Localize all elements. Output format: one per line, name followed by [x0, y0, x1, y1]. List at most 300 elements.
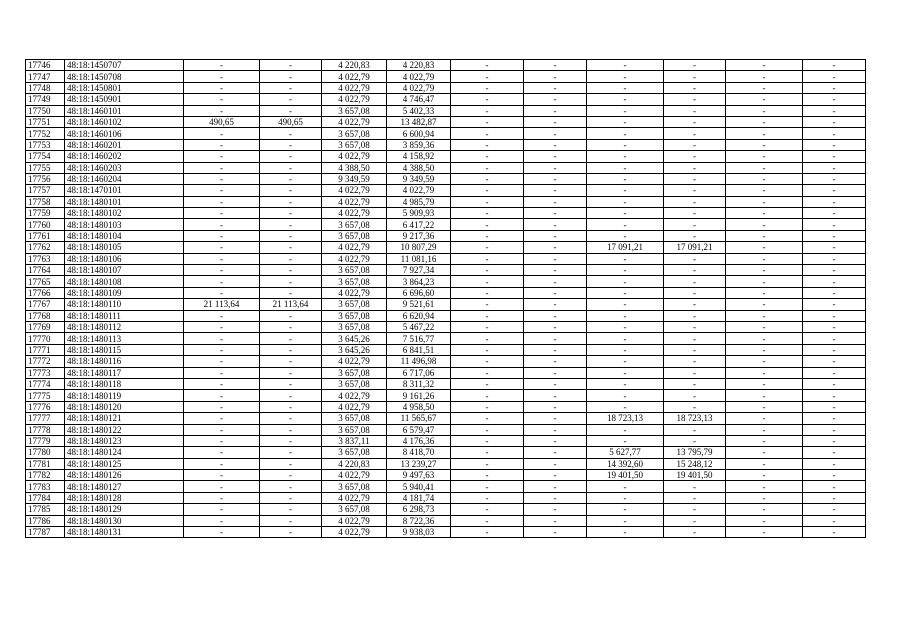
value-col-4-cell: -	[260, 458, 322, 469]
value-col-3-cell: -	[184, 219, 260, 230]
value-col-3-cell: -	[184, 310, 260, 321]
value-col-5-cell: 4 022,79	[322, 242, 387, 253]
value-col-7-cell: -	[451, 527, 524, 538]
value-col-9-cell: -	[587, 276, 664, 287]
value-col-7-cell: -	[451, 230, 524, 241]
value-col-11-cell: -	[726, 367, 803, 378]
value-col-7-cell: -	[451, 367, 524, 378]
value-col-9-cell: -	[587, 219, 664, 230]
value-col-4-cell: -	[260, 527, 322, 538]
value-col-10-cell: -	[664, 527, 726, 538]
value-col-10-cell: -	[664, 276, 726, 287]
value-col-4-cell: -	[260, 367, 322, 378]
value-col-8-cell: -	[524, 413, 587, 424]
cadastral-number-cell: 48:18:1480109	[65, 287, 184, 298]
row-number-cell: 17768	[26, 310, 65, 321]
value-col-8-cell: -	[524, 71, 587, 82]
cadastral-number-cell: 48:18:1460203	[65, 162, 184, 173]
row-number-cell: 17748	[26, 82, 65, 93]
table-row	[26, 344, 866, 355]
row-number-cell: 17759	[26, 208, 65, 219]
value-col-5-cell: 3 657,08	[322, 265, 387, 276]
value-col-3-cell: -	[184, 470, 260, 481]
table-row	[26, 527, 866, 538]
value-col-12-cell: -	[803, 208, 866, 219]
value-col-6-cell: 11 565,67	[387, 413, 451, 424]
value-col-12-cell: -	[803, 413, 866, 424]
value-col-9-cell: -	[587, 94, 664, 105]
value-col-12-cell: -	[803, 435, 866, 446]
row-number-cell: 17785	[26, 504, 65, 515]
value-col-5-cell: 4 022,79	[322, 82, 387, 93]
row-number-cell: 17784	[26, 492, 65, 503]
cadastral-number-cell: 48:18:1480126	[65, 470, 184, 481]
value-col-7-cell: -	[451, 378, 524, 389]
value-col-7-cell: -	[451, 390, 524, 401]
table-row	[26, 435, 866, 446]
value-col-12-cell: -	[803, 242, 866, 253]
value-col-7-cell: -	[451, 219, 524, 230]
value-col-7-cell: -	[451, 333, 524, 344]
value-col-6-cell: 4 022,79	[387, 185, 451, 196]
table-row	[26, 321, 866, 332]
value-col-5-cell: 3 657,08	[322, 367, 387, 378]
value-col-11-cell: -	[726, 481, 803, 492]
value-col-10-cell: -	[664, 253, 726, 264]
value-col-7-cell: -	[451, 94, 524, 105]
value-col-4-cell: -	[260, 424, 322, 435]
value-col-12-cell: -	[803, 60, 866, 71]
value-col-10-cell: -	[664, 435, 726, 446]
value-col-12-cell: -	[803, 185, 866, 196]
value-col-5-cell: 3 645,26	[322, 344, 387, 355]
value-col-3-cell: -	[184, 105, 260, 116]
value-col-10-cell: -	[664, 299, 726, 310]
table-row	[26, 116, 866, 127]
value-col-4-cell: -	[260, 481, 322, 492]
value-col-10-cell: 18 723,13	[664, 413, 726, 424]
value-col-7-cell: -	[451, 151, 524, 162]
value-col-7-cell: -	[451, 344, 524, 355]
value-col-12-cell: -	[803, 447, 866, 458]
row-number-cell: 17763	[26, 253, 65, 264]
table-body	[26, 60, 866, 538]
value-col-12-cell: -	[803, 504, 866, 515]
value-col-4-cell: -	[260, 71, 322, 82]
value-col-12-cell: -	[803, 116, 866, 127]
value-col-5-cell: 4 022,79	[322, 196, 387, 207]
value-col-3-cell: -	[184, 435, 260, 446]
cadastral-number-cell: 48:18:1480116	[65, 356, 184, 367]
value-col-12-cell: -	[803, 401, 866, 412]
value-col-6-cell: 6 579,47	[387, 424, 451, 435]
table-row	[26, 242, 866, 253]
value-col-4-cell: -	[260, 333, 322, 344]
cadastral-number-cell: 48:18:1460204	[65, 173, 184, 184]
value-col-11-cell: -	[726, 344, 803, 355]
value-col-8-cell: -	[524, 310, 587, 321]
row-number-cell: 17766	[26, 287, 65, 298]
value-col-3-cell: -	[184, 367, 260, 378]
value-col-11-cell: -	[726, 333, 803, 344]
value-col-5-cell: 4 388,50	[322, 162, 387, 173]
value-col-8-cell: -	[524, 105, 587, 116]
value-col-8-cell: -	[524, 470, 587, 481]
value-col-11-cell: -	[726, 151, 803, 162]
value-col-10-cell: -	[664, 424, 726, 435]
value-col-5-cell: 3 837,11	[322, 435, 387, 446]
value-col-5-cell: 4 022,79	[322, 208, 387, 219]
value-col-10-cell: -	[664, 94, 726, 105]
value-col-10-cell: -	[664, 116, 726, 127]
value-col-4-cell: -	[260, 139, 322, 150]
value-col-10-cell: -	[664, 504, 726, 515]
value-col-9-cell: -	[587, 253, 664, 264]
value-col-8-cell: -	[524, 458, 587, 469]
value-col-8-cell: -	[524, 185, 587, 196]
value-col-10-cell: -	[664, 265, 726, 276]
value-col-9-cell: -	[587, 527, 664, 538]
value-col-11-cell: -	[726, 71, 803, 82]
value-col-4-cell: -	[260, 310, 322, 321]
value-col-12-cell: -	[803, 230, 866, 241]
value-col-11-cell: -	[726, 276, 803, 287]
value-col-12-cell: -	[803, 219, 866, 230]
value-col-3-cell: -	[184, 128, 260, 139]
value-col-3-cell: -	[184, 185, 260, 196]
value-col-4-cell: -	[260, 344, 322, 355]
row-number-cell: 17771	[26, 344, 65, 355]
value-col-11-cell: -	[726, 321, 803, 332]
value-col-12-cell: -	[803, 71, 866, 82]
value-col-8-cell: -	[524, 367, 587, 378]
value-col-9-cell: -	[587, 196, 664, 207]
value-col-3-cell: -	[184, 230, 260, 241]
cadastral-number-cell: 48:18:1480108	[65, 276, 184, 287]
cadastral-number-cell: 48:18:1470101	[65, 185, 184, 196]
value-col-7-cell: -	[451, 458, 524, 469]
value-col-6-cell: 4 176,36	[387, 435, 451, 446]
row-number-cell: 17773	[26, 367, 65, 378]
value-col-6-cell: 4 958,50	[387, 401, 451, 412]
value-col-10-cell: 15 248,12	[664, 458, 726, 469]
value-col-4-cell: 490,65	[260, 116, 322, 127]
value-col-5-cell: 3 657,08	[322, 139, 387, 150]
value-col-9-cell: -	[587, 481, 664, 492]
value-col-6-cell: 13 482,87	[387, 116, 451, 127]
cadastral-number-cell: 48:18:1480125	[65, 458, 184, 469]
value-col-12-cell: -	[803, 515, 866, 526]
value-col-9-cell: 17 091,21	[587, 242, 664, 253]
value-col-6-cell: 6 841,51	[387, 344, 451, 355]
value-col-11-cell: -	[726, 458, 803, 469]
table-row	[26, 367, 866, 378]
value-col-4-cell: -	[260, 162, 322, 173]
row-number-cell: 17746	[26, 60, 65, 71]
value-col-9-cell: -	[587, 139, 664, 150]
row-number-cell: 17747	[26, 71, 65, 82]
value-col-9-cell: -	[587, 390, 664, 401]
value-col-3-cell: -	[184, 515, 260, 526]
value-col-4-cell: -	[260, 447, 322, 458]
value-col-6-cell: 4 158,92	[387, 151, 451, 162]
table-row	[26, 253, 866, 264]
value-col-8-cell: -	[524, 196, 587, 207]
value-col-7-cell: -	[451, 401, 524, 412]
row-number-cell: 17753	[26, 139, 65, 150]
cadastral-number-cell: 48:18:1460102	[65, 116, 184, 127]
table-row	[26, 82, 866, 93]
value-col-3-cell: -	[184, 504, 260, 515]
value-col-6-cell: 6 696,60	[387, 287, 451, 298]
value-col-4-cell: -	[260, 287, 322, 298]
value-col-8-cell: -	[524, 265, 587, 276]
value-col-12-cell: -	[803, 162, 866, 173]
cadastral-number-cell: 48:18:1480104	[65, 230, 184, 241]
value-col-9-cell: -	[587, 105, 664, 116]
value-col-9-cell: 19 401,50	[587, 470, 664, 481]
table-row	[26, 356, 866, 367]
row-number-cell: 17765	[26, 276, 65, 287]
value-col-6-cell: 6 298,73	[387, 504, 451, 515]
value-col-10-cell: -	[664, 515, 726, 526]
value-col-11-cell: -	[726, 230, 803, 241]
value-col-3-cell: -	[184, 208, 260, 219]
value-col-3-cell: -	[184, 196, 260, 207]
value-col-9-cell: -	[587, 356, 664, 367]
value-col-7-cell: -	[451, 242, 524, 253]
value-col-11-cell: -	[726, 116, 803, 127]
value-col-4-cell: -	[260, 128, 322, 139]
value-col-6-cell: 9 521,61	[387, 299, 451, 310]
value-col-12-cell: -	[803, 276, 866, 287]
value-col-11-cell: -	[726, 287, 803, 298]
value-col-8-cell: -	[524, 356, 587, 367]
cadastral-number-cell: 48:18:1480127	[65, 481, 184, 492]
value-col-7-cell: -	[451, 435, 524, 446]
table-row	[26, 71, 866, 82]
value-col-5-cell: 3 645,26	[322, 333, 387, 344]
row-number-cell: 17776	[26, 401, 65, 412]
value-col-4-cell: -	[260, 504, 322, 515]
value-col-8-cell: -	[524, 219, 587, 230]
value-col-4-cell: -	[260, 105, 322, 116]
value-col-3-cell: -	[184, 60, 260, 71]
value-col-7-cell: -	[451, 492, 524, 503]
value-col-4-cell: -	[260, 378, 322, 389]
value-col-5-cell: 4 022,79	[322, 492, 387, 503]
value-col-4-cell: -	[260, 253, 322, 264]
value-col-6-cell: 3 864,23	[387, 276, 451, 287]
value-col-10-cell: -	[664, 390, 726, 401]
value-col-3-cell: -	[184, 333, 260, 344]
value-col-10-cell: 17 091,21	[664, 242, 726, 253]
value-col-8-cell: -	[524, 401, 587, 412]
cadastral-number-cell: 48:18:1460201	[65, 139, 184, 150]
value-col-12-cell: -	[803, 458, 866, 469]
value-col-7-cell: -	[451, 413, 524, 424]
value-col-6-cell: 4 220,83	[387, 60, 451, 71]
cadastral-number-cell: 48:18:1480111	[65, 310, 184, 321]
cadastral-number-cell: 48:18:1480115	[65, 344, 184, 355]
table-row	[26, 470, 866, 481]
value-col-9-cell: -	[587, 230, 664, 241]
value-col-9-cell: -	[587, 60, 664, 71]
value-col-10-cell: -	[664, 71, 726, 82]
cadastral-number-cell: 48:18:1480124	[65, 447, 184, 458]
table-row	[26, 94, 866, 105]
value-col-3-cell: 490,65	[184, 116, 260, 127]
value-col-8-cell: -	[524, 435, 587, 446]
row-number-cell: 17760	[26, 219, 65, 230]
value-col-12-cell: -	[803, 424, 866, 435]
value-col-10-cell: -	[664, 367, 726, 378]
row-number-cell: 17757	[26, 185, 65, 196]
table-row	[26, 504, 866, 515]
table-row	[26, 265, 866, 276]
value-col-6-cell: 11 081,16	[387, 253, 451, 264]
value-col-8-cell: -	[524, 151, 587, 162]
value-col-8-cell: -	[524, 527, 587, 538]
row-number-cell: 17783	[26, 481, 65, 492]
value-col-9-cell: -	[587, 71, 664, 82]
value-col-9-cell: -	[587, 173, 664, 184]
value-col-6-cell: 8 311,32	[387, 378, 451, 389]
value-col-12-cell: -	[803, 481, 866, 492]
value-col-6-cell: 6 717,06	[387, 367, 451, 378]
value-col-10-cell: 19 401,50	[664, 470, 726, 481]
value-col-10-cell: -	[664, 185, 726, 196]
row-number-cell: 17780	[26, 447, 65, 458]
value-col-3-cell: -	[184, 378, 260, 389]
value-col-4-cell: -	[260, 242, 322, 253]
value-col-6-cell: 6 600,94	[387, 128, 451, 139]
value-col-8-cell: -	[524, 253, 587, 264]
value-col-12-cell: -	[803, 265, 866, 276]
value-col-8-cell: -	[524, 82, 587, 93]
value-col-9-cell: -	[587, 162, 664, 173]
value-col-12-cell: -	[803, 333, 866, 344]
value-col-12-cell: -	[803, 344, 866, 355]
value-col-11-cell: -	[726, 208, 803, 219]
value-col-4-cell: -	[260, 94, 322, 105]
table-row	[26, 481, 866, 492]
value-col-3-cell: -	[184, 413, 260, 424]
value-col-5-cell: 3 657,08	[322, 378, 387, 389]
row-number-cell: 17754	[26, 151, 65, 162]
value-col-10-cell: -	[664, 208, 726, 219]
table-row	[26, 310, 866, 321]
cadastral-number-cell: 48:18:1480117	[65, 367, 184, 378]
value-col-11-cell: -	[726, 105, 803, 116]
value-col-9-cell: -	[587, 151, 664, 162]
value-col-11-cell: -	[726, 401, 803, 412]
value-col-6-cell: 5 402,33	[387, 105, 451, 116]
value-col-5-cell: 3 657,08	[322, 105, 387, 116]
table-row	[26, 287, 866, 298]
value-col-6-cell: 7 927,34	[387, 265, 451, 276]
value-col-3-cell: -	[184, 265, 260, 276]
table-row	[26, 219, 866, 230]
value-col-3-cell: -	[184, 356, 260, 367]
cadastral-number-cell: 48:18:1450801	[65, 82, 184, 93]
cadastral-number-cell: 48:18:1480120	[65, 401, 184, 412]
table-row	[26, 299, 866, 310]
value-col-11-cell: -	[726, 82, 803, 93]
value-col-9-cell: -	[587, 299, 664, 310]
value-col-11-cell: -	[726, 242, 803, 253]
value-col-8-cell: -	[524, 447, 587, 458]
value-col-5-cell: 4 022,79	[322, 390, 387, 401]
table-row	[26, 128, 866, 139]
table-row	[26, 230, 866, 241]
value-col-10-cell: -	[664, 196, 726, 207]
value-col-3-cell: -	[184, 276, 260, 287]
value-col-10-cell: -	[664, 401, 726, 412]
value-col-10-cell: -	[664, 356, 726, 367]
value-col-4-cell: -	[260, 230, 322, 241]
value-col-7-cell: -	[451, 162, 524, 173]
value-col-10-cell: -	[664, 333, 726, 344]
value-col-5-cell: 4 022,79	[322, 116, 387, 127]
value-col-12-cell: -	[803, 105, 866, 116]
value-col-5-cell: 4 022,79	[322, 94, 387, 105]
value-col-7-cell: -	[451, 265, 524, 276]
table-row	[26, 196, 866, 207]
value-col-8-cell: -	[524, 390, 587, 401]
cadastral-number-cell: 48:18:1480103	[65, 219, 184, 230]
value-col-9-cell: -	[587, 128, 664, 139]
cadastral-number-cell: 48:18:1480107	[65, 265, 184, 276]
value-col-10-cell: -	[664, 82, 726, 93]
cadastral-number-cell: 48:18:1450707	[65, 60, 184, 71]
value-col-7-cell: -	[451, 82, 524, 93]
value-col-5-cell: 4 220,83	[322, 458, 387, 469]
value-col-5-cell: 4 022,79	[322, 253, 387, 264]
value-col-5-cell: 3 657,08	[322, 504, 387, 515]
value-col-3-cell: -	[184, 458, 260, 469]
value-col-7-cell: -	[451, 253, 524, 264]
value-col-9-cell: -	[587, 401, 664, 412]
value-col-12-cell: -	[803, 151, 866, 162]
value-col-8-cell: -	[524, 321, 587, 332]
value-col-5-cell: 4 022,79	[322, 151, 387, 162]
value-col-7-cell: -	[451, 424, 524, 435]
value-col-7-cell: -	[451, 276, 524, 287]
value-col-10-cell: -	[664, 492, 726, 503]
value-col-7-cell: -	[451, 139, 524, 150]
row-number-cell: 17774	[26, 378, 65, 389]
value-col-6-cell: 3 859,36	[387, 139, 451, 150]
value-col-9-cell: -	[587, 310, 664, 321]
value-col-9-cell: 5 627,77	[587, 447, 664, 458]
value-col-7-cell: -	[451, 60, 524, 71]
value-col-8-cell: -	[524, 344, 587, 355]
value-col-3-cell: -	[184, 344, 260, 355]
value-col-5-cell: 9 349,59	[322, 173, 387, 184]
value-col-8-cell: -	[524, 504, 587, 515]
value-col-5-cell: 4 022,79	[322, 287, 387, 298]
value-col-3-cell: -	[184, 173, 260, 184]
value-col-11-cell: -	[726, 139, 803, 150]
cadastral-number-cell: 48:18:1480128	[65, 492, 184, 503]
value-col-11-cell: -	[726, 162, 803, 173]
value-col-12-cell: -	[803, 356, 866, 367]
value-col-7-cell: -	[451, 71, 524, 82]
value-col-10-cell: -	[664, 105, 726, 116]
cadastral-number-cell: 48:18:1460101	[65, 105, 184, 116]
value-col-10-cell: -	[664, 344, 726, 355]
